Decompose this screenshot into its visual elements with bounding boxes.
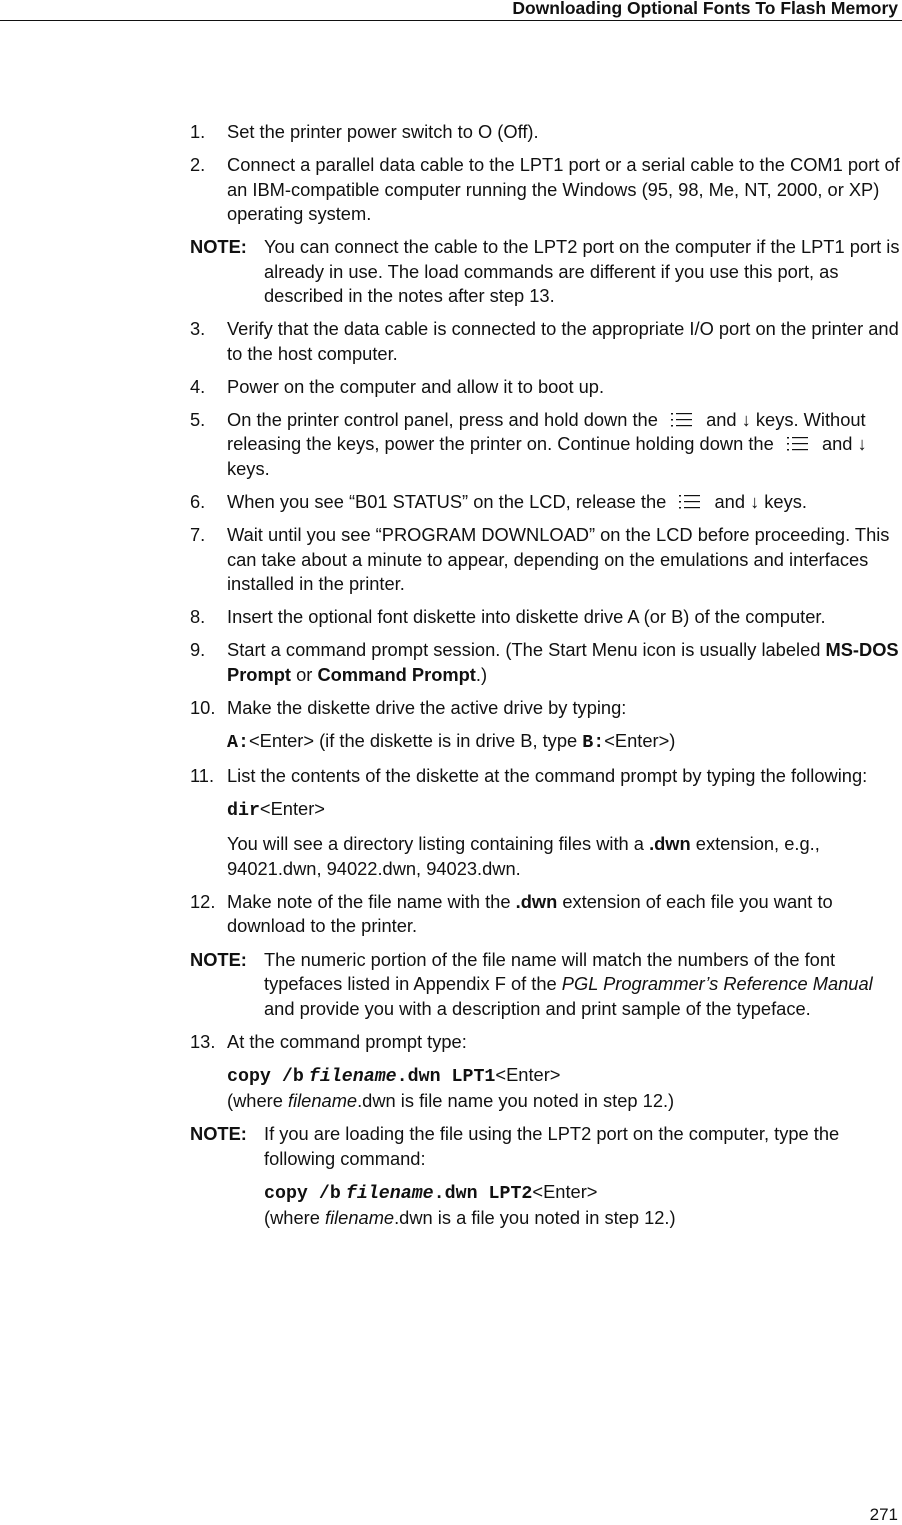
step-number: 1. [190,121,206,142]
note-label: NOTE: [190,236,247,258]
step-text: (where [227,1090,283,1112]
step-11-command [190,797,902,824]
filename-text: filename [324,1207,395,1229]
step-13-command [190,1063,902,1114]
note-3 [190,1122,902,1171]
page-header [0,0,902,21]
step-text: Power on the computer and allow it to boot up. [227,375,605,397]
step-text: .dwn is file name you noted in step 12.) [357,1090,675,1112]
bold-term: Command Prompt [317,663,476,685]
command-filename: filename [345,1183,434,1204]
note-2 [190,948,902,1022]
step-text: Connect a parallel data cable to the LPT1 port or a serial cable to the COM1 port of an IBM-compatible computer running the Windows (95, 98, Me, NT, 2000, or XP) operating system. [227,154,900,225]
step-text: List the contents of the diskette at the command prompt by typing the following: [227,765,868,787]
command-text: .dwn LPT1 [396,1066,496,1087]
filename-text: filename [287,1090,358,1112]
note-3-command [190,1180,902,1231]
step-number: 11. [190,765,215,787]
step-7 [190,523,902,597]
instructions [190,120,902,1239]
step-text: .) [475,663,488,685]
manual-title: PGL Programmer’s Reference Manual [561,973,873,994]
note-label: NOTE: [190,1123,247,1145]
step-text: When you see “B01 STATUS” on the LCD, release the [227,491,667,513]
command-filename: filename [308,1066,397,1087]
step-text: Start a command prompt session. (The Start Menu icon is usually labeled [227,639,821,661]
step-number: 8. [190,606,206,628]
step-number: 4. [190,375,206,397]
note-label: NOTE: [190,948,247,970]
enter-key-text: <Enter> [259,798,325,820]
step-text: Make the diskette drive the active drive by typing: [227,696,627,718]
enter-key-text: <Enter> [495,1063,561,1085]
note-text: If you are loading the file using the LPT2 port on the computer, type the following command: [264,1123,840,1169]
step-text: <Enter>) [604,730,676,752]
command-text: copy /b [264,1183,341,1204]
step-number: 9. [190,639,206,661]
step-text: Insert the optional font diskette into diskette drive A (or B) of the computer. [227,606,826,628]
enter-key-text: <Enter> [532,1180,598,1202]
step-11 [190,764,902,789]
step-number: 5. [190,408,206,430]
step-text: Verify that the data cable is connected to the appropriate I/O port on the printer and to the host computer. [227,318,899,364]
step-number: 12. [190,890,216,912]
step-10-command [190,729,902,756]
step-9 [190,638,902,687]
step-text: or [296,663,313,685]
step-text: Set the printer power switch to O (Off). [227,121,539,142]
step-2 [190,153,902,227]
step-3 [190,317,902,366]
step-12 [190,890,902,939]
step-4 [190,375,902,400]
step-text: extension of each file you want to download to the printer. [227,890,833,937]
step-text: On the printer control panel, press and hold down the [227,408,658,430]
command-text: .dwn LPT2 [433,1183,533,1204]
step-8 [190,605,902,630]
step-5 [190,408,902,482]
menu-key-icon [663,411,701,429]
step-text: You will see a directory listing containing files with a [227,833,644,855]
step-11-detail [190,832,902,881]
step-text: and ↓ keys. [714,491,807,513]
bold-term: .dwn [515,890,558,912]
step-6 [190,490,902,515]
step-text: extension, e.g., 94021.dwn, 94022.dwn, 94023.dwn. [227,833,820,879]
note-text: .dwn is a file you noted in step 12.) [394,1207,676,1229]
header-title: Downloading Optional Fonts To Flash Memory [512,0,898,18]
step-number: 2. [190,154,206,176]
page-number: 271 [869,1505,898,1524]
step-number: 13. [190,1030,216,1052]
command-text: dir [227,801,260,822]
note-1 [190,235,902,309]
menu-key-icon [779,435,817,453]
note-text: (where [264,1207,320,1229]
step-13 [190,1030,902,1055]
step-number: 10. [190,696,216,718]
bold-term: .dwn [649,833,691,855]
step-text: Without releasing the keys, power the printer on. Continue holding down the [227,408,866,455]
note-text: The numeric portion of the file name will match the numbers of the font typefaces listed in Appendix F of the [264,948,836,994]
step-number: 6. [190,491,206,513]
command-text: A: [227,733,249,754]
step-text: Make note of the file name with the [227,890,511,912]
step-10 [190,696,902,721]
menu-key-icon [671,493,709,511]
step-1 [190,120,902,145]
step-text: <Enter> (if the diskette is in drive B, type [248,730,578,752]
note-text: You can connect the cable to the LPT2 port on the computer if the LPT1 port is already in use. The load commands are different if you use this port, as described in the notes after step 13. [264,236,900,307]
step-text: Wait until you see “PROGRAM DOWNLOAD” on the LCD before proceeding. This can take about a minute to appear, depending on the emulations and interfaces installed in the printer. [227,524,890,595]
command-text: B: [582,733,605,754]
command-text: copy /b [227,1066,304,1087]
step-number: 3. [190,318,206,340]
bold-term: MS-DOS Prompt [227,639,899,685]
step-text: and ↓ keys. [227,433,867,479]
step-number: 7. [190,524,206,546]
note-text: and provide you with a description and print sample of the typeface. [264,997,811,1019]
step-text: and ↓ keys. [706,408,799,430]
step-text: At the command prompt type: [227,1030,467,1052]
